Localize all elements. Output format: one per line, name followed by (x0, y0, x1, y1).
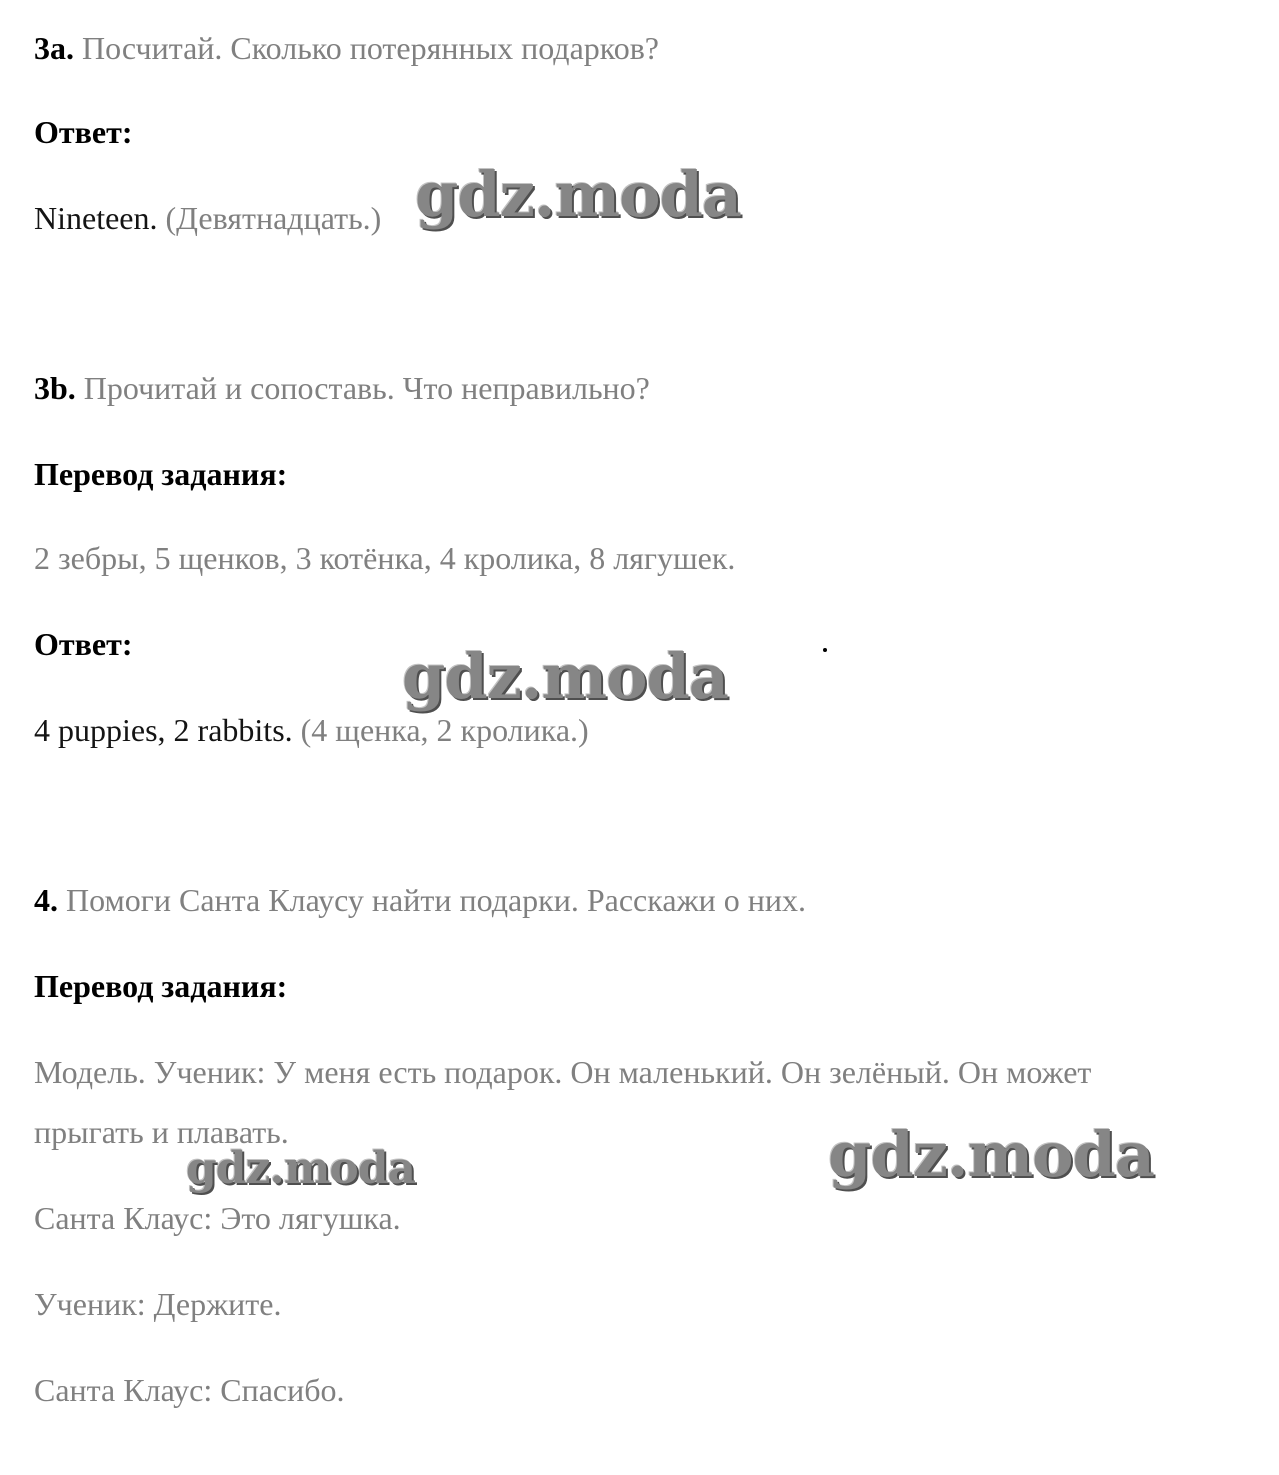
task-4-model-line-1: Модель. Ученик: У меня есть подарок. Он маленький. Он зелёный. Он может (34, 1054, 1092, 1090)
watermark-4: gdz.moda (828, 1118, 1154, 1191)
task-3a-answer-label: Ответ: (34, 114, 133, 150)
watermark-1: gdz.moda (415, 158, 741, 231)
task-3a-answer-translation: (Девятнадцать.) (165, 200, 382, 236)
task-4-dialog-1: Санта Клаус: Это лягушка. (34, 1200, 401, 1236)
task-3b-answer-label: Ответ: (34, 626, 133, 662)
stray-dot (823, 648, 827, 652)
task-4-dialog-3: Санта Клаус: Спасибо. (34, 1372, 345, 1408)
task-3a-text: Посчитай. Сколько потерянных подарков? (82, 30, 659, 66)
task-3b-number: 3b. (34, 370, 76, 406)
task-4-heading (34, 880, 806, 920)
task-4-text: Помоги Санта Клаусу найти подарки. Расскажи о них. (66, 882, 806, 918)
task-3a-number: 3a. (34, 30, 74, 66)
task-3a-answer-text: Nineteen. (34, 200, 158, 236)
task-3b-answer-text: 4 puppies, 2 rabbits. (34, 712, 293, 748)
task-3b-text: Прочитай и сопоставь. Что неправильно? (83, 370, 650, 406)
task-3a-answer (34, 198, 381, 238)
task-3b-heading (34, 368, 650, 408)
task-4-translation-label: Перевод задания: (34, 968, 288, 1004)
watermark-3: gdz.moda (186, 1143, 416, 1194)
watermark-2: gdz.moda (402, 640, 728, 713)
task-4-model-line-2: прыгать и плавать. (34, 1114, 289, 1150)
task-4-number: 4. (34, 882, 58, 918)
task-3b-translation-label: Перевод задания: (34, 456, 288, 492)
task-3a-heading (34, 28, 659, 68)
task-3b-answer-translation: (4 щенка, 2 кролика.) (300, 712, 589, 748)
task-3b-answer (34, 710, 589, 750)
task-3b-translation-text: 2 зебры, 5 щенков, 3 котёнка, 4 кролика, 8 лягушек. (34, 540, 736, 576)
task-4-dialog-2: Ученик: Держите. (34, 1286, 282, 1322)
